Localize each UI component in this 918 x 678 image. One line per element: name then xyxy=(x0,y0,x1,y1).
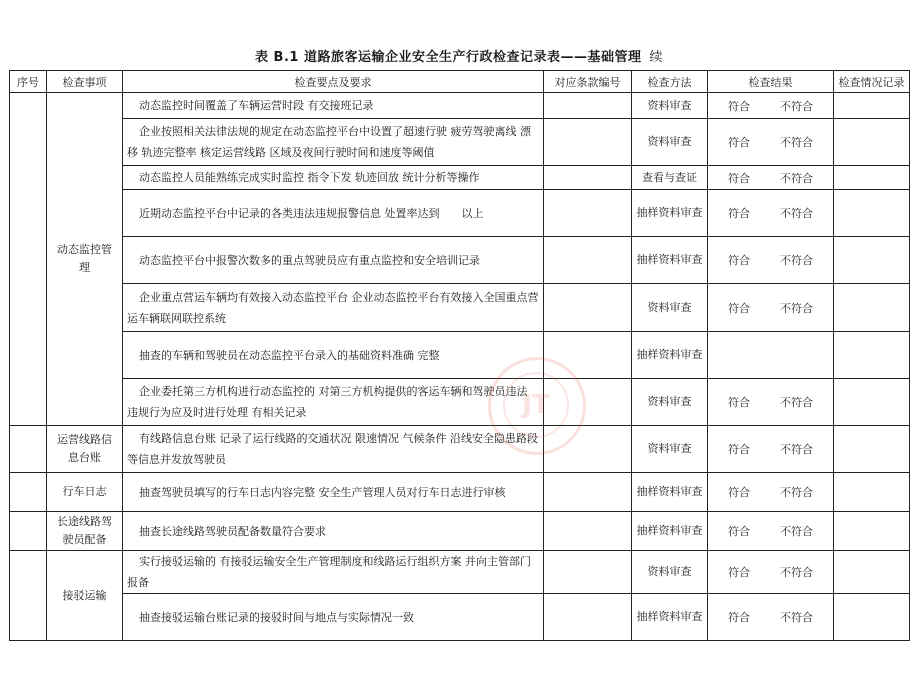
result-cell xyxy=(708,166,834,190)
method-cell: 资料审查 xyxy=(632,93,708,119)
requirement-cell xyxy=(123,426,544,473)
result-cell xyxy=(708,237,834,284)
clause-cell xyxy=(544,512,632,551)
record-cell[interactable] xyxy=(834,512,910,551)
requirement-cell xyxy=(123,379,544,426)
requirement-text: 动态监控人员能熟练完成实时监控 指令下发 轨迹回放 统计分析等操作 xyxy=(139,171,480,184)
requirement-text: 抽查接驳运输台账记录的接驳时间与地点与实际情况一致 xyxy=(139,610,414,624)
table-row xyxy=(10,93,910,119)
conform-option[interactable]: 符合 xyxy=(728,396,750,409)
method-cell: 抽样资料审查 xyxy=(632,190,708,237)
conform-option[interactable]: 符合 xyxy=(728,525,750,538)
table-header xyxy=(10,71,910,93)
record-cell[interactable] xyxy=(834,190,910,237)
table-row xyxy=(10,426,910,473)
header-result: 检查结果 xyxy=(708,71,834,93)
requirement-cell xyxy=(123,284,544,332)
method-cell: 抽样资料审查 xyxy=(632,473,708,512)
record-cell[interactable] xyxy=(834,551,910,594)
requirement-cell xyxy=(123,512,544,551)
method-cell: 抽样资料审查 xyxy=(632,512,708,551)
requirement-text: 企业按照相关法律法规的规定在动态监控平台中设置了超速行驶 疲劳驾驶离线 漂移 轨迹完整率 核定运营线路 区域及夜间行驶时间和速度等阈值 xyxy=(127,125,531,159)
record-cell[interactable] xyxy=(834,237,910,284)
result-cell xyxy=(708,594,834,641)
table-row xyxy=(10,473,910,512)
header-row xyxy=(10,71,910,93)
method-cell: 抽样资料审查 xyxy=(632,332,708,379)
nonconform-option[interactable]: 不符合 xyxy=(780,254,813,267)
conform-option[interactable]: 符合 xyxy=(728,301,750,315)
record-cell[interactable] xyxy=(834,284,910,332)
record-cell[interactable] xyxy=(834,473,910,512)
check-item-cell: 接驳运输 xyxy=(47,551,123,641)
requirement-text: 抽查驾驶员填写的行车日志内容完整 安全生产管理人员对行车日志进行审核 xyxy=(139,485,506,499)
serial-cell xyxy=(10,93,47,426)
requirement-text: 实行接驳运输的 有接驳运输安全生产管理制度和线路运行组织方案 并向主管部门报备 xyxy=(127,555,531,589)
nonconform-option[interactable]: 不符合 xyxy=(780,525,813,538)
nonconform-option[interactable]: 不符合 xyxy=(780,486,813,499)
title-suffix: 续 xyxy=(649,50,663,65)
header-requirement: 检查要点及要求 xyxy=(123,71,544,93)
conform-option[interactable]: 符合 xyxy=(728,136,750,149)
conform-option[interactable]: 符合 xyxy=(728,171,750,185)
table-row xyxy=(10,166,910,190)
record-cell[interactable] xyxy=(834,594,910,641)
method-cell: 资料审查 xyxy=(632,119,708,166)
nonconform-option[interactable]: 不符合 xyxy=(780,611,813,624)
conform-option[interactable]: 符合 xyxy=(728,566,750,579)
clause-cell xyxy=(544,190,632,237)
check-item-cell: 长途线路驾驶员配备 xyxy=(47,512,123,551)
clause-cell xyxy=(544,551,632,594)
conform-option[interactable]: 符合 xyxy=(728,611,750,624)
requirement-cell xyxy=(123,551,544,594)
nonconform-option[interactable]: 不符合 xyxy=(780,301,813,315)
requirement-text: 动态监控时间覆盖了车辆运营时段 有交接班记录 xyxy=(139,99,374,112)
table-row xyxy=(10,119,910,166)
serial-cell xyxy=(10,426,47,473)
check-item-cell: 运营线路信息台账 xyxy=(47,426,123,473)
serial-cell xyxy=(10,512,47,551)
clause-cell xyxy=(544,166,632,190)
nonconform-option[interactable]: 不符合 xyxy=(780,99,813,113)
inspection-record-table xyxy=(9,70,910,641)
requirement-text: 近期动态监控平台中记录的各类违法违规报警信息 处置率达到 以上 xyxy=(139,206,484,220)
record-cell[interactable] xyxy=(834,93,910,119)
conform-option[interactable]: 符合 xyxy=(728,486,750,499)
header-item: 检查事项 xyxy=(47,71,123,93)
result-cell xyxy=(708,190,834,237)
serial-cell xyxy=(10,551,47,641)
method-cell: 资料审查 xyxy=(632,551,708,594)
requirement-cell xyxy=(123,93,544,119)
requirement-cell xyxy=(123,332,544,379)
check-item-cell: 动态监控管理 xyxy=(47,93,123,426)
method-cell: 资料审查 xyxy=(632,426,708,473)
result-cell xyxy=(708,93,834,119)
table-row xyxy=(10,551,910,594)
nonconform-option[interactable]: 不符合 xyxy=(780,171,813,185)
header-clause: 对应条款编号 xyxy=(544,71,632,93)
table-row xyxy=(10,190,910,237)
method-cell: 资料审查 xyxy=(632,379,708,426)
requirement-cell xyxy=(123,190,544,237)
clause-cell xyxy=(544,332,632,379)
record-cell[interactable] xyxy=(834,119,910,166)
nonconform-option[interactable]: 不符合 xyxy=(780,443,813,456)
header-method: 检查方法 xyxy=(632,71,708,93)
method-cell: 抽样资料审查 xyxy=(632,237,708,284)
requirement-text: 抽查的车辆和驾驶员在动态监控平台录入的基础资料准确 完整 xyxy=(139,348,440,362)
table-row xyxy=(10,284,910,332)
result-cell xyxy=(708,426,834,473)
requirement-cell xyxy=(123,473,544,512)
table-row xyxy=(10,594,910,641)
result-cell xyxy=(708,473,834,512)
result-cell xyxy=(708,379,834,426)
method-cell: 抽样资料审查 xyxy=(632,594,708,641)
conform-option[interactable]: 符合 xyxy=(728,254,750,267)
clause-cell xyxy=(544,284,632,332)
nonconform-option[interactable]: 不符合 xyxy=(780,207,813,220)
method-cell: 资料审查 xyxy=(632,284,708,332)
clause-cell xyxy=(544,379,632,426)
clause-cell xyxy=(544,93,632,119)
result-cell xyxy=(708,332,834,379)
conform-option[interactable]: 符合 xyxy=(728,443,750,456)
watermark-text: JT xyxy=(503,372,569,438)
record-cell[interactable] xyxy=(834,426,910,473)
clause-cell xyxy=(544,594,632,641)
table-row xyxy=(10,512,910,551)
nonconform-option[interactable]: 不符合 xyxy=(780,136,813,149)
nonconform-option[interactable]: 不符合 xyxy=(780,566,813,579)
requirement-cell xyxy=(123,119,544,166)
record-cell[interactable] xyxy=(834,332,910,379)
check-item-cell: 行车日志 xyxy=(47,473,123,512)
requirement-cell xyxy=(123,237,544,284)
record-cell[interactable] xyxy=(834,166,910,190)
title-main: 表 B.1 道路旅客运输企业安全生产行政检查记录表——基础管理 xyxy=(255,50,642,65)
method-cell: 查看与查证 xyxy=(632,166,708,190)
result-cell xyxy=(708,119,834,166)
requirement-text: 企业重点营运车辆均有效接入动态监控平台 企业动态监控平台有效接入全国重点营运车辆联网联控系统 xyxy=(127,290,539,325)
requirement-cell xyxy=(123,166,544,190)
clause-cell xyxy=(544,473,632,512)
conform-option[interactable]: 符合 xyxy=(728,99,750,113)
table-title xyxy=(0,46,918,65)
record-cell[interactable] xyxy=(834,379,910,426)
table-row xyxy=(10,332,910,379)
requirement-text: 有线路信息台账 记录了运行线路的交通状况 限速情况 气候条件 沿线安全隐患路段等信息并发放驾驶员 xyxy=(127,432,538,466)
requirement-text: 企业委托第三方机构进行动态监控的 对第三方机构提供的客运车辆和驾驶员违法 违规行为应及时进行处理 有相关记录 xyxy=(127,385,528,419)
conform-option[interactable]: 符合 xyxy=(728,207,750,220)
requirement-cell xyxy=(123,594,544,641)
header-record: 检查情况记录 xyxy=(834,71,910,93)
nonconform-option[interactable]: 不符合 xyxy=(780,396,813,409)
requirement-text: 动态监控平台中报警次数多的重点驾驶员应有重点监控和安全培训记录 xyxy=(139,253,480,267)
clause-cell xyxy=(544,426,632,473)
result-cell xyxy=(708,284,834,332)
clause-cell xyxy=(544,119,632,166)
header-serial: 序号 xyxy=(10,71,47,93)
result-cell xyxy=(708,512,834,551)
table-body xyxy=(10,93,910,641)
result-cell xyxy=(708,551,834,594)
serial-cell xyxy=(10,473,47,512)
table-row xyxy=(10,237,910,284)
clause-cell xyxy=(544,237,632,284)
requirement-text: 抽查长途线路驾驶员配备数量符合要求 xyxy=(139,524,326,538)
table-row xyxy=(10,379,910,426)
